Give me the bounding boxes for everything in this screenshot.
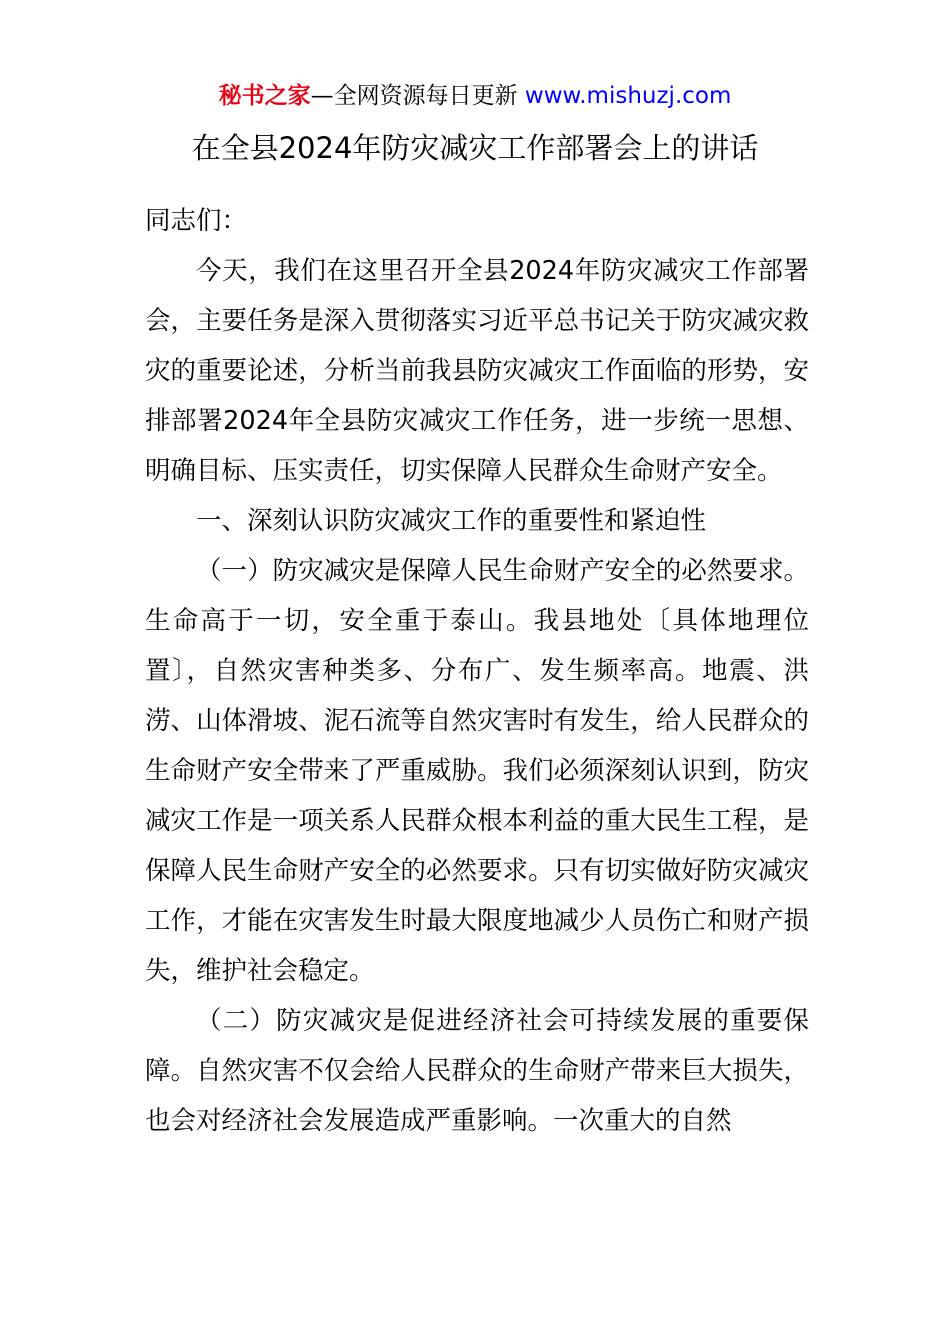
paragraph-subsection-2: （二）防灾减灾是促进经济社会可持续发展的重要保障。自然灾害不仅会给人民群众的生命财产带来巨大损失，也会对经济社会发展造成严重影响。一次重大的自然: [145, 1006, 809, 1136]
salutation: 同志们：: [145, 206, 248, 236]
document-title: 在全县2024年防灾减灾工作部署会上的讲话: [191, 131, 759, 165]
paragraph-intro: 今天，我们在这里召开全县2024年防灾减灾工作部署会，主要任务是深入贯彻落实习近平总书记关于防灾减灾救灾的重要论述，分析当前我县防灾减灾工作面临的形势，安排部署2024年全县防灾减灾工作任务，进一步统一思想、明确目标、压实责任，切实保障人民群众生命财产安全。: [145, 256, 809, 486]
document-body: [145, 196, 809, 1146]
site-url-link[interactable]: www.mishuzj.com: [524, 83, 732, 109]
paragraph-subsection-1: （一）防灾减灾是保障人民生命财产安全的必然要求。生命高于一切，安全重于泰山。我县地处〔具体地理位置〕，自然灾害种类多、分布广、发生频率高。地震、洪涝、山体滑坡、泥石流等自然灾害时有发生，给人民群众的生命财产安全带来了严重威胁。我们必须深刻认识到，防灾减灾工作是一项关系人民群众根本利益的重大民生工程，是保障人民生命财产安全的必然要求。只有切实做好防灾减灾工作，才能在灾害发生时最大限度地减少人员伤亡和财产损失，维护社会稳定。: [145, 556, 809, 986]
section-heading-1: 一、深刻认识防灾减灾工作的重要性和紧迫性: [196, 506, 707, 536]
site-banner: [0, 80, 950, 112]
site-brand: 秘书之家: [218, 83, 311, 109]
site-tagline: —全网资源每日更新: [310, 83, 525, 109]
